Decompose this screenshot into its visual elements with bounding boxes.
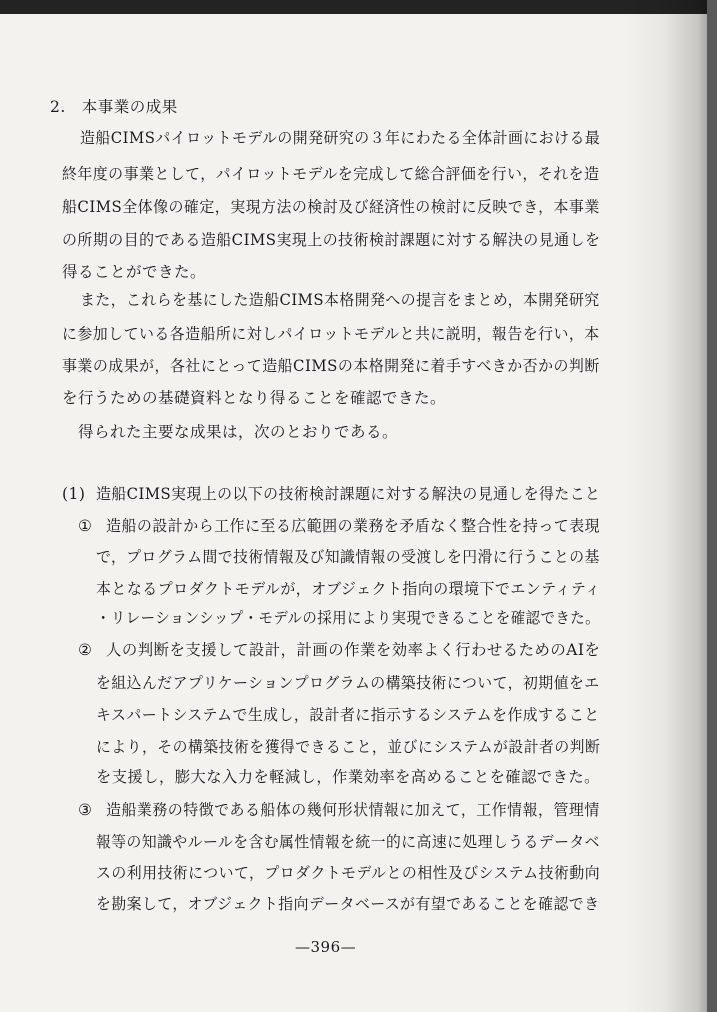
item-line: キスパートシステムで生成し，設計者に指示するシステムを作成すること (96, 706, 600, 724)
item-line: ・リレーションシップ・モデルの採用により実現できることを確認できた。 (96, 609, 600, 627)
page-number: —396— (295, 938, 357, 956)
item-line: を勘案して，オブジェクト指向データベースが有望であることを確認でき (96, 895, 600, 913)
item-line: 人の判断を支援して設計，計画の作業を効率よく行わせるためのAIを (106, 641, 601, 659)
page-curl-shadow (622, 0, 717, 1012)
paragraph-line: 事業の成果が，各社にとって造船CIMSの本格開発に着手すべきか否かの判断 (62, 357, 600, 375)
subsection-heading: 造船CIMS実現上の以下の技術検討課題に対する解決の見通しを得たこと (96, 485, 601, 503)
paragraph-line: 得られた主要な成果は，次のとおりである。 (78, 423, 399, 441)
scan-right-edge (707, 0, 717, 1012)
paragraph-line: また，これらを基にした造船CIMS本格開発への提言をまとめ，本開発研究 (80, 291, 600, 309)
item-line: 造船業務の特徴である船体の幾何形状情報に加えて，工作情報，管理情 (106, 801, 600, 819)
item-line: で，プログラム間で技術情報及び知識情報の受渡しを円滑に行うことの基 (96, 548, 600, 566)
item-line: 造船の設計から工作に至る広範囲の業務を矛盾なく整合性を持って表現 (106, 517, 601, 535)
paragraph-line: の所期の目的である造船CIMS実現上の技術検討課題に対する解決の見通しを (62, 231, 601, 249)
item-line: 報等の知識やルールを含む属性情報を統一的に高速に処理しうるデータベ (96, 833, 600, 851)
paragraph-line: 終年度の事業として，パイロットモデルを完成して総合評価を行い，それを造 (62, 165, 600, 183)
scan-top-band (0, 0, 717, 14)
item-line: を支援し，膨大な入力を軽減し，作業効率を高めることを確認できた。 (96, 768, 600, 786)
item-line: により，その構築技術を獲得できること，並びにシステムが設計者の判断 (96, 738, 601, 756)
item-line: 本となるプロダクトモデルが，オブジェクト指向の環境下でエンティティ (96, 580, 601, 598)
item-line: を組込んだアプリケーションプログラムの構築技術について，初期値をエ (96, 674, 600, 692)
item-marker: ③ (78, 801, 93, 819)
subsection-marker: (1) (62, 485, 86, 503)
paragraph-line: 造船CIMSパイロットモデルの開発研究の３年にわたる全体計画における最 (80, 129, 601, 147)
item-marker: ① (78, 517, 93, 535)
paragraph-line: 船CIMS全体像の確定，実現方法の検討及び経済性の検討に反映でき，本事業 (62, 198, 600, 216)
paragraph-line: を行うための基礎資料となり得ることを確認できた。 (62, 389, 447, 407)
paragraph-line: に参加している各造船所に対しパイロットモデルと共に説明，報告を行い，本 (62, 325, 600, 343)
paragraph-line: 得ることができた。 (62, 263, 207, 281)
item-line: スの利用技術について，プロダクトモデルとの相性及びシステム技術動向 (96, 864, 601, 882)
section-heading: 2. 本事業の成果 (50, 98, 178, 116)
item-marker: ② (78, 641, 93, 659)
